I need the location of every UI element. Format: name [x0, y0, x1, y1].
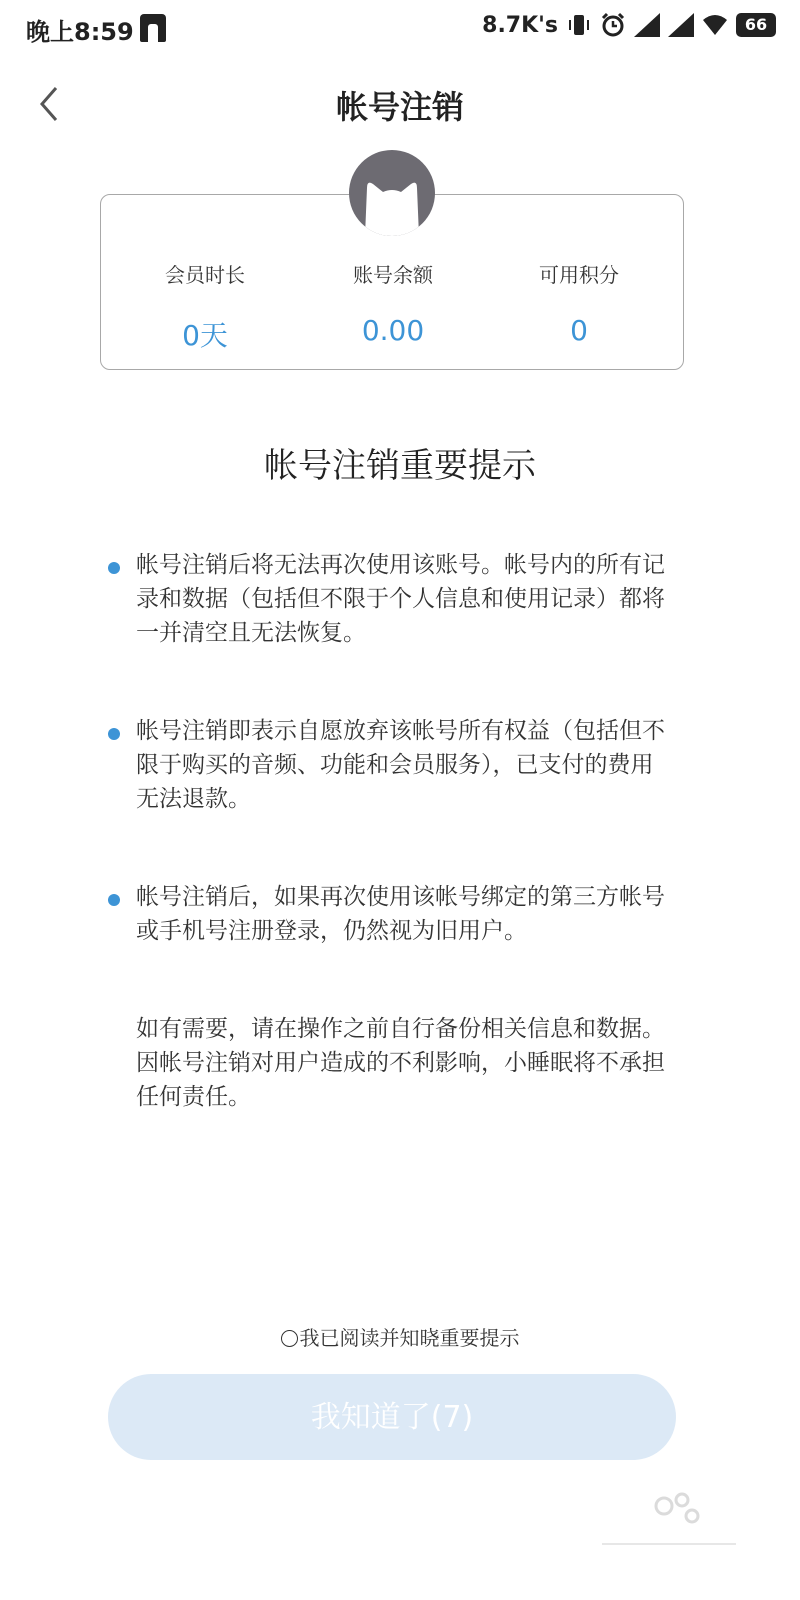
- bullet-dot-icon: [108, 894, 120, 906]
- network-speed: 8.7K's: [482, 12, 558, 38]
- notification-app-icon: [140, 14, 166, 42]
- stat-label: 账号余额: [353, 263, 433, 287]
- notice-bullet-text: 帐号注销后将无法再次使用该账号。帐号内的所有记录和数据（包括但不限于个人信息和使用记录）都将一并清空且无法恢复。: [136, 552, 665, 646]
- stat-value: 0.00: [361, 314, 425, 347]
- page-title: 帐号注销: [335, 88, 464, 126]
- stat-value: 0天: [182, 319, 228, 352]
- status-time: 晚上8:59: [26, 18, 134, 46]
- status-bar: [0, 0, 800, 56]
- notice-bullet-text: 帐号注销即表示自愿放弃该帐号所有权益（包括但不限于购买的音频、功能和会员服务），已支付的费用无法退款。: [136, 718, 665, 812]
- stat-points: [499, 259, 659, 347]
- bullet-dot-icon: [108, 562, 120, 574]
- vibrate-icon: [566, 12, 592, 38]
- stat-membership: [125, 259, 285, 354]
- notice-title: 帐号注销重要提示: [264, 446, 536, 486]
- alarm-icon: [600, 12, 626, 38]
- hd-signal-icon: [634, 13, 660, 37]
- status-indicators: [482, 12, 776, 38]
- signal-icon: [668, 13, 694, 37]
- notice-bullet-text: 帐号注销后，如果再次使用该帐号绑定的第三方帐号或手机号注册登录，仍然视为旧用户。: [136, 884, 665, 944]
- confirm-button[interactable]: 我知道了(7): [108, 1374, 676, 1460]
- watermark-logo: [594, 1486, 744, 1566]
- stat-value: 0: [570, 314, 588, 347]
- stat-label: 可用积分: [539, 263, 619, 287]
- stat-label: 会员时长: [165, 263, 245, 287]
- agreement-row[interactable]: [0, 1322, 800, 1351]
- battery-icon: 66: [736, 13, 776, 37]
- avatar-cat-icon: [349, 150, 435, 236]
- wifi-icon: [702, 12, 728, 38]
- bullet-dot-icon: [108, 728, 120, 740]
- notice-footer-text: 如有需要，请在操作之前自行备份相关信息和数据。因帐号注销对用户造成的不利影响，小睡眠将不承担任何责任。: [136, 1016, 665, 1110]
- avatar: [349, 150, 435, 236]
- stat-balance: [313, 259, 473, 347]
- agreement-label[interactable]: 我已阅读并知晓重要提示: [299, 1326, 520, 1350]
- agreement-radio[interactable]: [281, 1330, 298, 1347]
